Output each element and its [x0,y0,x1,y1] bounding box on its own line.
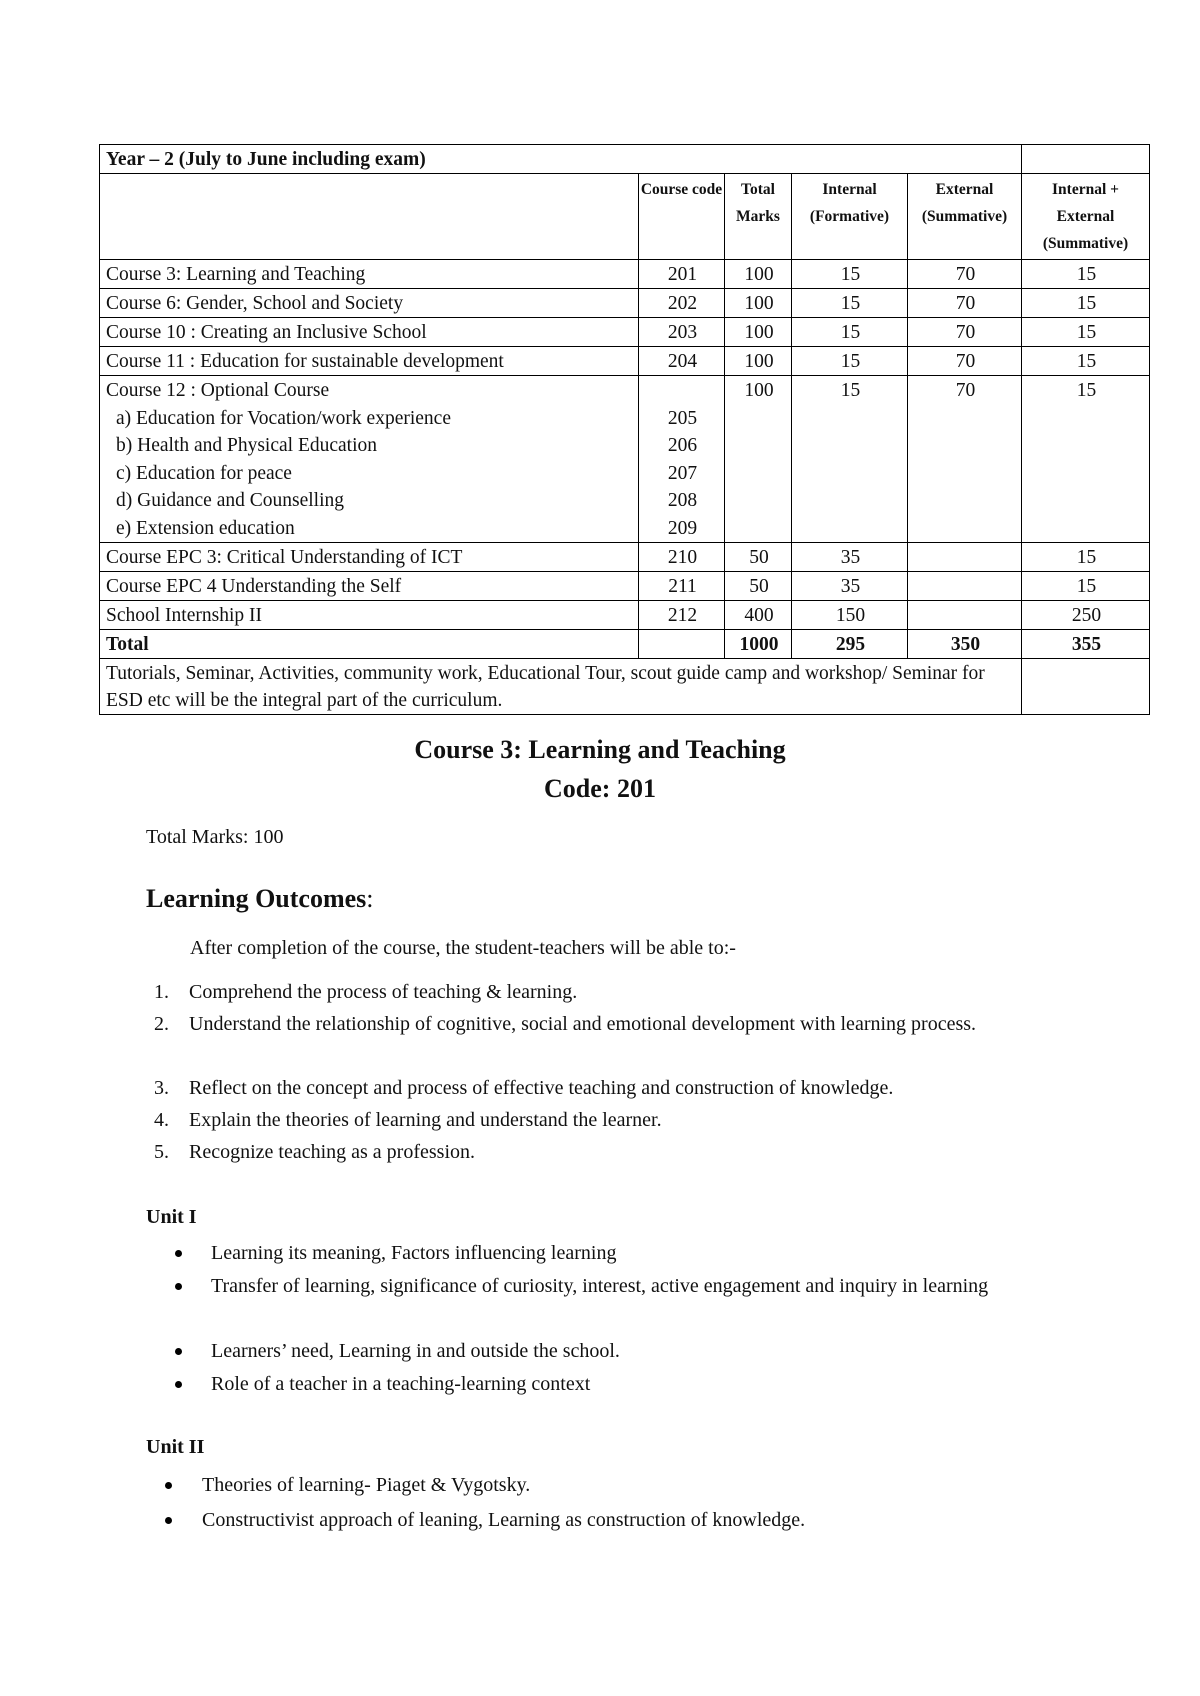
total-marks: 1000 [725,630,792,659]
external-marks: 70 [908,347,1022,376]
internal-marks: 15 [792,376,908,543]
combined-marks: 15 [1022,347,1150,376]
course-code: 212 [639,601,725,630]
combined-marks: 15 [1022,543,1150,572]
curriculum-note: Tutorials, Seminar, Activities, community work, Educational Tour, scout guide camp and workshop/ Seminar for ESD etc will be the integral part of the curriculum. [100,659,1022,715]
internal-marks: 15 [792,260,908,289]
course-name: Course 6: Gender, School and Society [100,289,639,318]
list-item: Theories of learning- Piaget & Vygotsky. [165,1470,1085,1501]
internal-marks: 15 [792,289,908,318]
total-marks: 50 [725,572,792,601]
option-code: 209 [667,517,698,539]
option-label: a) Education for Vocation/work experience [116,407,451,429]
option-code: 206 [667,435,698,456]
header-course-code: Course code [639,174,725,260]
bullet-icon [165,1517,172,1524]
bullet-icon [175,1250,182,1257]
course-name: Course 10 : Creating an Inclusive School [100,318,639,347]
total-marks: 50 [725,543,792,572]
internal-marks: 15 [792,347,908,376]
bullet-icon [165,1482,172,1489]
external-marks: 70 [908,318,1022,347]
header-total-marks: Total Marks [725,174,792,260]
combined-marks: 15 [1022,289,1150,318]
outcomes-intro: After completion of the course, the student-teachers will be able to:- [190,937,736,959]
combined-marks: 15 [1022,318,1150,347]
total-marks: 100 [725,347,792,376]
note-row [100,659,1150,715]
external-marks [908,572,1022,601]
external-marks: 70 [908,289,1022,318]
option-label: b) Health and Physical Education [116,435,378,456]
external-marks: 70 [908,260,1022,289]
table-row [100,260,1150,289]
table-row [100,601,1150,630]
bullet-icon [175,1283,182,1290]
combined-marks: 15 [1022,572,1150,601]
course-code: 203 [639,318,725,347]
table-row [100,289,1150,318]
course-title: Course 3: Learning and Teaching [414,735,786,764]
total-marks: 100 [725,260,792,289]
course-code: 201 [639,260,725,289]
total-marks-text: Total Marks: 100 [146,826,284,848]
course-name: Course 12 : Optional Course [106,380,330,401]
internal-marks: 35 [792,543,908,572]
course-name: School Internship II [100,601,639,630]
combined-marks: 15 [1022,260,1150,289]
course-code: 202 [639,289,725,318]
list-item: 2. Understand the relationship of cognitive, social and emotional development with learning process. [154,1013,977,1035]
list-item: Role of a teacher in a teaching-learning context [175,1369,1095,1400]
list-item: 5. Recognize teaching as a profession. [154,1141,476,1163]
table-row [100,318,1150,347]
table-row [100,347,1150,376]
internal-marks: 35 [792,572,908,601]
external-marks [908,543,1022,572]
external-marks: 70 [908,376,1022,543]
learning-outcomes-heading: Learning Outcomes: [146,884,374,913]
course-code: 210 [639,543,725,572]
internal-marks: 15 [792,318,908,347]
option-label: d) Guidance and Counselling [116,490,344,511]
year-title: Year – 2 (July to June including exam) [100,145,1022,174]
header-internal-external: Internal + External (Summative) [1022,174,1150,260]
list-item: Learners’ need, Learning in and outside the school. [175,1336,1095,1367]
optional-course-row [100,376,1150,543]
option-label: e) Extension education [116,517,295,539]
year-title-row [100,145,1150,174]
internal-marks: 150 [792,601,908,630]
combined-marks: 355 [1022,630,1150,659]
header-row [100,174,1150,260]
total-marks: 100 [725,318,792,347]
table-row [100,543,1150,572]
header-external: External (Summative) [908,174,1022,260]
option-code: 208 [667,490,698,511]
total-marks: 100 [725,376,792,543]
course-code: 211 [639,572,725,601]
total-label: Total [100,630,639,659]
internal-marks: 295 [792,630,908,659]
list-item: Learning its meaning, Factors influencing learning [175,1238,1095,1269]
course-name: Course 11 : Education for sustainable development [100,347,639,376]
option-label: c) Education for peace [116,462,292,484]
course-name: Course 3: Learning and Teaching [100,260,639,289]
list-item: 4. Explain the theories of learning and understand the learner. [154,1109,662,1131]
option-code: 205 [667,407,698,429]
total-marks: 100 [725,289,792,318]
external-marks: 350 [908,630,1022,659]
course-scheme-table [99,144,1150,715]
unit-1-heading: Unit I [146,1206,197,1228]
course-name: Course EPC 4 Understanding the Self [100,572,639,601]
combined-marks: 250 [1022,601,1150,630]
combined-marks: 15 [1022,376,1150,543]
header-internal: Internal (Formative) [792,174,908,260]
course-code: 204 [639,347,725,376]
list-item: Constructivist approach of leaning, Learning as construction of knowledge. [165,1505,1085,1536]
total-marks: 400 [725,601,792,630]
total-row [100,630,1150,659]
course-code-title: Code: 201 [544,774,656,803]
external-marks [908,601,1022,630]
unit-2-heading: Unit II [146,1436,205,1458]
list-item: 3. Reflect on the concept and process of effective teaching and construction of knowledge. [154,1077,894,1099]
list-item: 1. Comprehend the process of teaching & learning. [154,981,578,1003]
course-name: Course EPC 3: Critical Understanding of ICT [100,543,639,572]
bullet-icon [175,1348,182,1355]
option-code: 207 [667,462,698,484]
list-item: Transfer of learning, significance of curiosity, interest, active engagement and inquiry in learning [175,1271,1095,1302]
bullet-icon [175,1381,182,1388]
table-row [100,572,1150,601]
